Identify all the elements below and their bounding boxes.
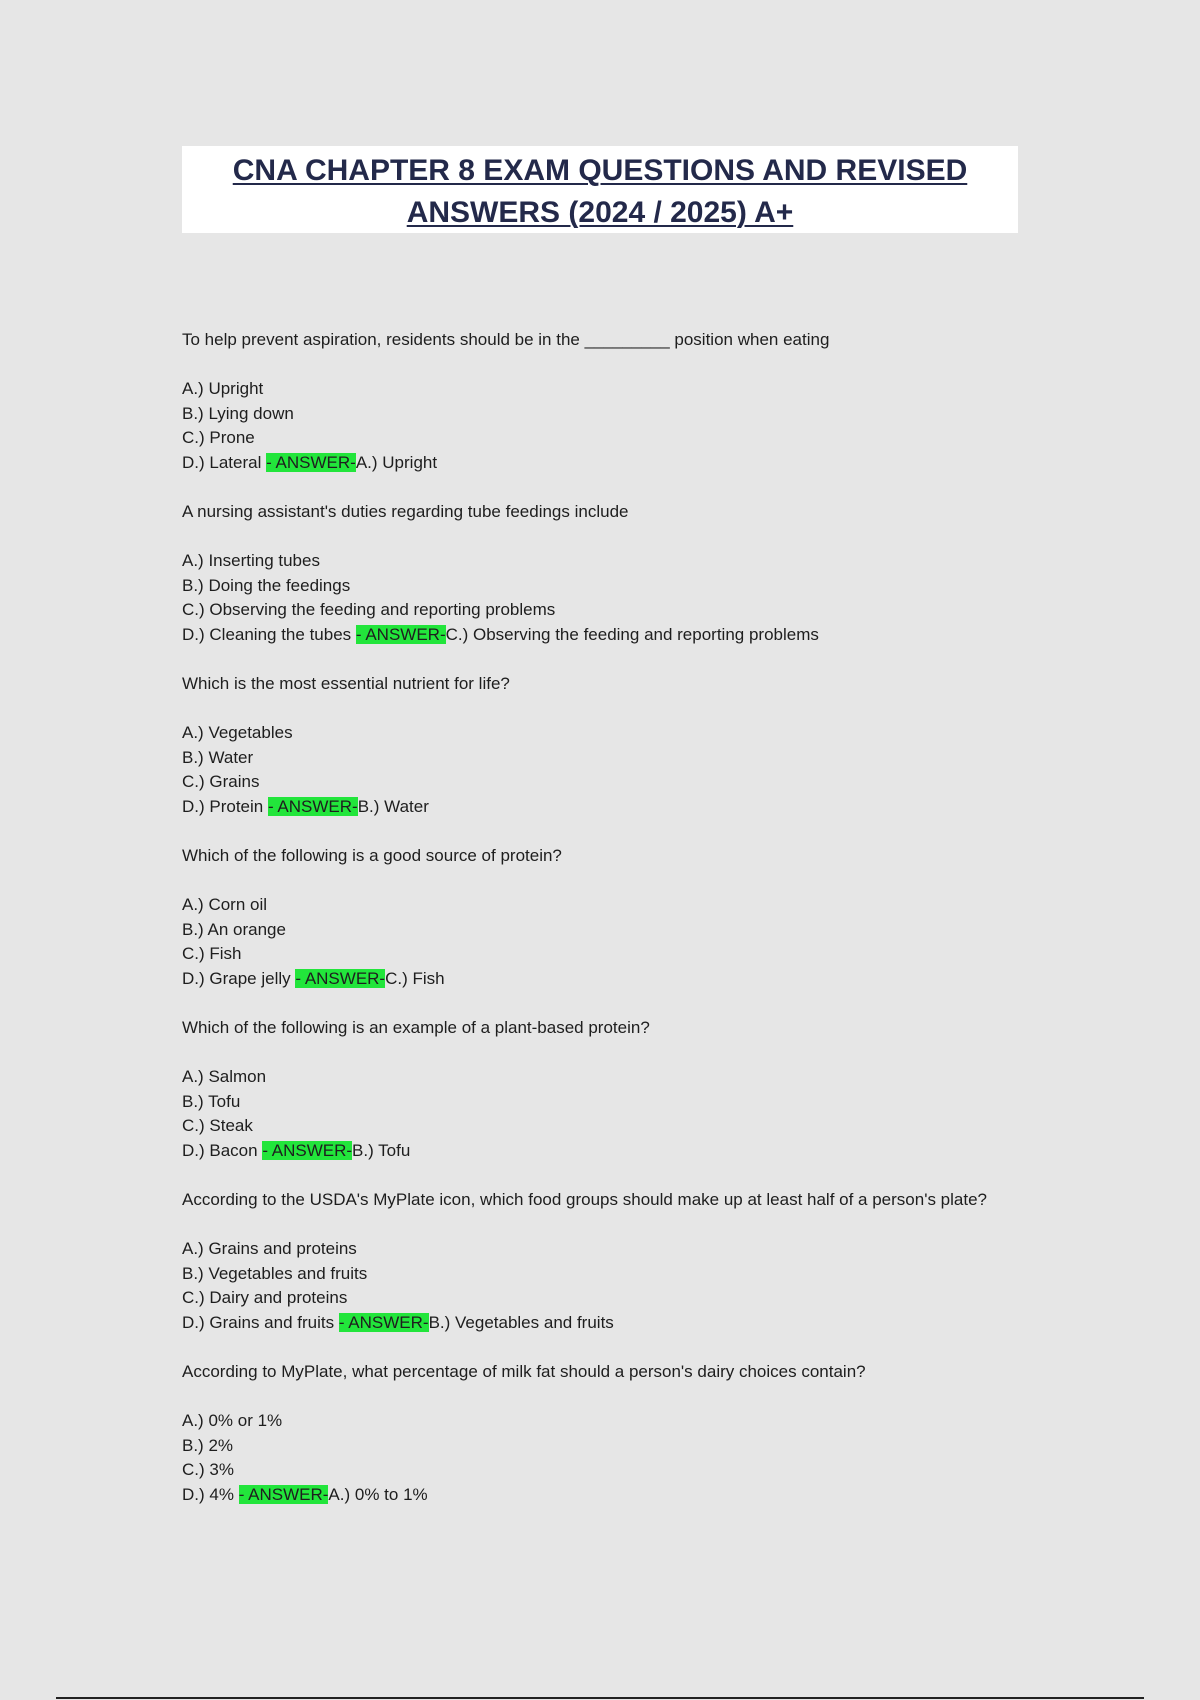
option-d: D.) Bacon [182,1140,263,1160]
answer-marker: - ANSWER- [338,1312,429,1332]
option-d: D.) 4% [182,1484,239,1504]
correct-answer: A.) 0% to 1% [328,1484,428,1504]
option-c: C.) Observing the feeding and reporting problems [182,600,556,619]
option-a: A.) Salmon [182,1067,267,1086]
question-block [182,328,1012,475]
question-text: According to the USDA's MyPlate icon, which food groups should make up at least half of a person's plate? [182,1190,987,1209]
correct-answer: B.) Water [357,796,429,816]
question-block [182,1360,1012,1507]
option-d-with-answer [182,967,1012,992]
option-d-with-answer [182,1483,1012,1508]
option-c: C.) 3% [182,1460,234,1479]
question-block [182,672,1012,819]
correct-answer: C.) Fish [385,968,445,988]
question-block [182,1016,1012,1163]
question-text: To help prevent aspiration, residents should be in the _________ position when eating [182,330,830,349]
option-d-with-answer [182,795,1012,820]
document-title [182,146,1018,233]
title-line-1: CNA CHAPTER 8 EXAM QUESTIONS AND REVISED [232,154,968,187]
option-b: B.) Lying down [182,403,294,423]
answer-marker: - ANSWER- [266,452,356,472]
option-a: A.) Upright [182,379,264,398]
correct-answer: B.) Vegetables and fruits [428,1312,614,1332]
question-text: Which is the most essential nutrient for life? [182,674,510,693]
option-b: B.) Water [182,747,254,767]
question-text: Which of the following is a good source of protein? [182,846,562,865]
correct-answer: C.) Observing the feeding and reporting problems [445,624,819,644]
option-d: D.) Grains and fruits [182,1312,339,1332]
option-b: B.) An orange [182,919,286,939]
option-d: D.) Lateral [182,452,267,472]
option-d-with-answer [182,1139,1012,1164]
correct-answer: B.) Tofu [352,1140,411,1160]
option-a: A.) Vegetables [182,723,293,742]
option-d-with-answer [182,623,1012,648]
option-c: C.) Fish [182,944,242,963]
option-a: A.) Corn oil [182,895,268,914]
option-b: B.) Vegetables and fruits [182,1263,368,1283]
page-bottom-rule [56,1697,1144,1699]
answer-marker: - ANSWER- [238,1484,329,1504]
correct-answer: A.) Upright [355,452,438,472]
title-line-2: ANSWERS (2024 / 2025) A+ [406,196,794,229]
option-c: C.) Dairy and proteins [182,1288,348,1307]
option-c: C.) Prone [182,428,255,447]
option-a: A.) Inserting tubes [182,551,320,570]
option-d: D.) Protein [182,796,268,816]
option-d: D.) Grape jelly [182,968,296,988]
option-d-with-answer [182,1311,1012,1336]
question-block [182,1188,1012,1335]
question-text: According to MyPlate, what percentage of milk fat should a person's dairy choices contain? [182,1362,866,1381]
option-c: C.) Steak [182,1116,253,1135]
option-b: B.) 2% [182,1435,234,1455]
question-text: A nursing assistant's duties regarding tube feedings include [182,502,629,521]
option-d-with-answer [182,451,1012,476]
answer-marker: - ANSWER- [295,968,386,988]
question-list [182,328,1012,1532]
question-text: Which of the following is an example of a plant-based protein? [182,1018,650,1037]
option-d: D.) Cleaning the tubes [182,624,356,644]
answer-marker: - ANSWER- [262,1140,353,1160]
question-block [182,500,1012,647]
answer-marker: - ANSWER- [355,624,446,644]
question-block [182,844,1012,991]
option-a: A.) 0% or 1% [182,1411,283,1430]
option-a: A.) Grains and proteins [182,1239,357,1258]
option-c: C.) Grains [182,772,260,791]
option-b: B.) Doing the feedings [182,575,351,595]
option-b: B.) Tofu [182,1091,241,1111]
answer-marker: - ANSWER- [267,796,358,816]
